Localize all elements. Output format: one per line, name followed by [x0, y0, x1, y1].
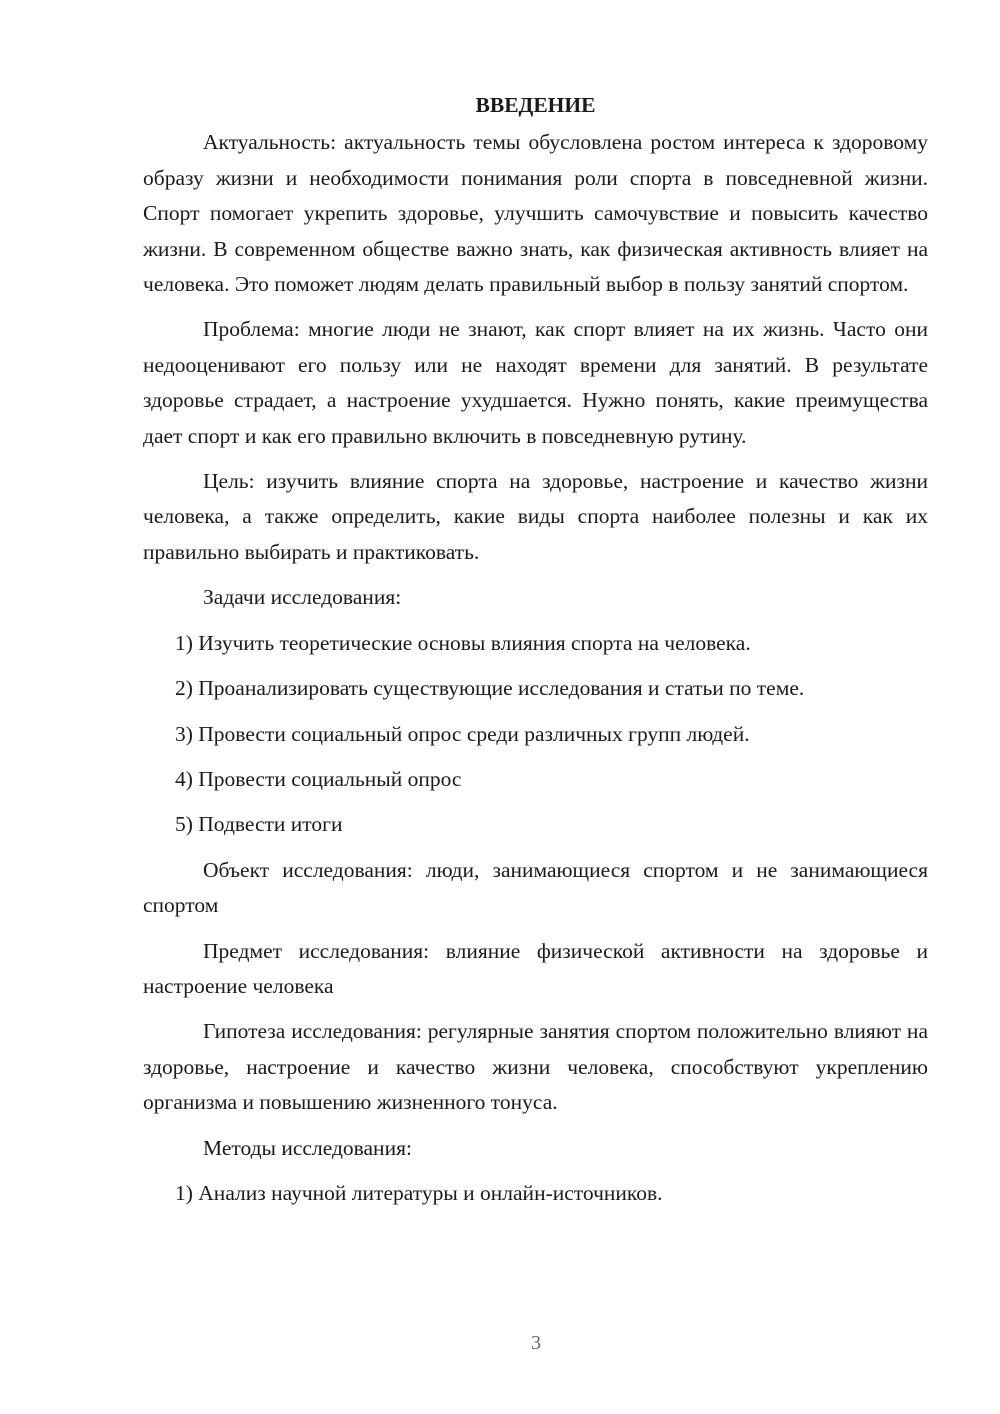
paragraph-subject: Предмет исследования: влияние физической активности на здоровье и настроение человека [143, 938, 928, 998]
paragraph-object: Объект исследования: люди, занимающиеся спортом и не занимающиеся спортом [143, 857, 928, 918]
tasks-heading: Задачи исследования: [203, 585, 402, 610]
paragraph-goal: Цель: изучить влияние спорта на здоровье, настроение и качество жизни человека, а также определить, какие виды спорта наиболее полезны и как их правильно выбирать и практиковать. [143, 469, 928, 564]
paragraph-hypothesis: Гипотеза исследования: регулярные занятия спортом положительно влияют на здоровье, настроение и качество жизни человека, способствуют укреплению организма и повышению жизненного тонуса. [143, 1019, 928, 1115]
task-item: 1) Изучить теоретические основы влияния спорта на человека. [175, 630, 751, 655]
task-item: 5) Подвести итоги [175, 812, 343, 837]
methods-heading: Методы исследования: [203, 1135, 412, 1160]
methods-list [143, 1176, 928, 1211]
page-number: 3 [531, 1332, 541, 1354]
document-page [143, 88, 928, 1221]
tasks-list [143, 626, 928, 843]
paragraph-relevance: Актуальность: актуальность темы обусловлена ростом интереса к здоровому образу жизни и необходимости понимания роли спорта в повседневной жизни. Спорт помогает укрепить здоровье, улучшить самочувствие и повысить качество жизни. В современном обществе важно знать, как физическая активность влияет на человека. Это поможет людям делать правильный выбор в пользу занятий спортом. [143, 130, 928, 297]
task-item: 2) Проанализировать существующие исследования и статьи по теме. [175, 676, 805, 701]
task-item: 4) Провести социальный опрос [175, 766, 462, 791]
method-item: 1) Анализ научной литературы и онлайн-источников. [175, 1180, 663, 1205]
task-item: 3) Провести социальный опрос среди различных групп людей. [175, 721, 750, 746]
page-title: ВВЕДЕНИЕ [475, 93, 596, 117]
paragraph-problem: Проблема: многие люди не знают, как спорт влияет на их жизнь. Часто они недооценивают его пользу или не находят времени для занятий. В результате здоровье страдает, а настроение ухудшается. Нужно понять, какие преимущества дает спорт и как его правильно включить в повседневную рутину. [143, 317, 928, 448]
